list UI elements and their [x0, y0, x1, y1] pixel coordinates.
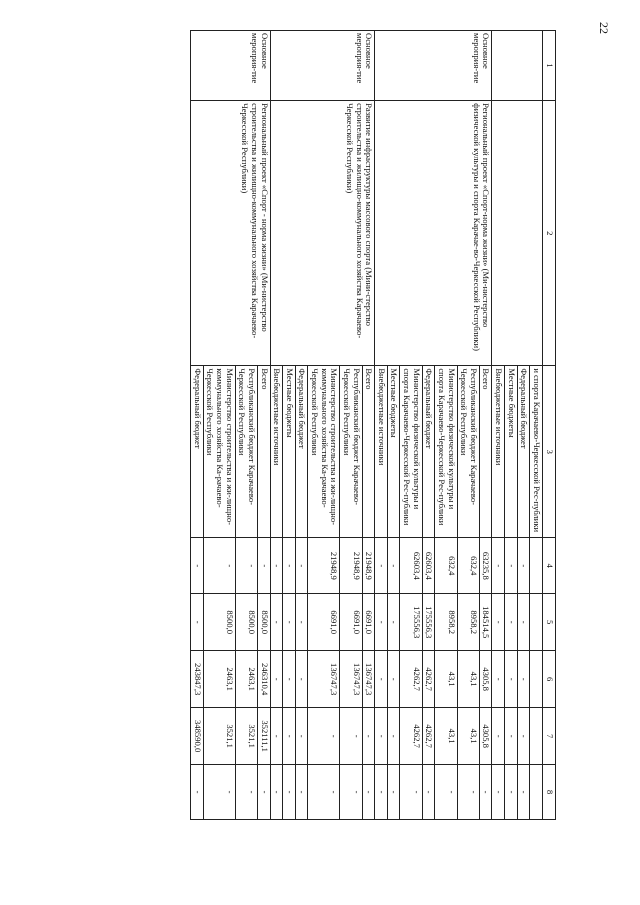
value-cell-v7: 352111,1: [258, 708, 271, 765]
event-type-cell: Основное мероприя-тие: [270, 31, 375, 101]
table-body: [191, 31, 543, 820]
value-cell-v8: -: [235, 765, 257, 820]
col-header-5: 5: [543, 594, 556, 651]
value-cell-v4: 632,4: [435, 538, 457, 594]
value-cell-v7: 4262,7: [422, 708, 435, 765]
value-cell-v6: [530, 651, 543, 708]
funding-source-cell: Министерство строительства и жи-лищно-коммунального хозяйства Ка-рачаево-Черкесской Республики: [203, 366, 235, 538]
value-cell-v7: -: [340, 708, 362, 765]
value-cell-v6: 136747,3: [340, 651, 362, 708]
value-cell-v7: 4262,7: [400, 708, 422, 765]
funding-source-cell: Всего: [362, 366, 375, 538]
value-cell-v6: 4262,7: [400, 651, 422, 708]
value-cell-v5: 6691,0: [308, 594, 340, 651]
funding-source-cell: Местные бюджеты: [505, 366, 518, 538]
value-cell-v4: -: [258, 538, 271, 594]
value-cell-v5: 175556,3: [422, 594, 435, 651]
header-row: [543, 31, 556, 820]
event-type-cell: [492, 31, 543, 101]
value-cell-v8: -: [191, 765, 204, 820]
event-name-cell: Развитие инфраструктуры массового спорта (Мини-стерство строительства и жилищно-коммунального хозяйства Карачаево-Черкесской Республики): [270, 101, 375, 366]
value-cell-v7: -: [517, 708, 530, 765]
col-header-1: 1: [543, 31, 556, 101]
value-cell-v7: -: [362, 708, 375, 765]
funding-source-cell: Местные бюджеты: [283, 366, 296, 538]
value-cell-v5: -: [283, 594, 296, 651]
value-cell-v7: -: [375, 708, 388, 765]
value-cell-v6: 136747,3: [362, 651, 375, 708]
value-cell-v8: -: [295, 765, 308, 820]
event-type-cell: Основное мероприя-тие: [375, 31, 492, 101]
event-type-cell: Основное мероприя-тие: [191, 31, 270, 101]
value-cell-v8: -: [203, 765, 235, 820]
value-cell-v7: -: [387, 708, 400, 765]
funding-source-cell: Республиканский бюджет Карачаево-Черкесской Республики: [235, 366, 257, 538]
value-cell-v4: -: [517, 538, 530, 594]
value-cell-v8: -: [422, 765, 435, 820]
funding-source-cell: Всего: [258, 366, 271, 538]
value-cell-v4: 21948,9: [308, 538, 340, 594]
funding-source-cell: Внебюджетные источники: [270, 366, 283, 538]
col-header-6: 6: [543, 651, 556, 708]
value-cell-v6: 2463,1: [203, 651, 235, 708]
value-cell-v6: 4262,7: [422, 651, 435, 708]
value-cell-v5: 8500,0: [235, 594, 257, 651]
value-cell-v7: -: [270, 708, 283, 765]
value-cell-v6: -: [270, 651, 283, 708]
value-cell-v5: -: [492, 594, 505, 651]
value-cell-v8: -: [375, 765, 388, 820]
value-cell-v4: -: [375, 538, 388, 594]
value-cell-v8: -: [505, 765, 518, 820]
funding-table: [190, 30, 556, 820]
value-cell-v5: -: [295, 594, 308, 651]
value-cell-v7: 3521,1: [235, 708, 257, 765]
event-name-cell: Региональный проект «Спорт - норма жизни» (Ми-нистерство строительства и жилищно-коммунального хозяйства Карачаево-Черкесской Республики): [191, 101, 270, 366]
value-cell-v4: -: [235, 538, 257, 594]
value-cell-v5: -: [505, 594, 518, 651]
value-cell-v4: 63235,8: [479, 538, 492, 594]
value-cell-v4: -: [505, 538, 518, 594]
funding-source-cell: Республиканский бюджет Карачаево-Черкесской Республики: [457, 366, 479, 538]
value-cell-v5: 6691,0: [362, 594, 375, 651]
col-header-7: 7: [543, 708, 556, 765]
value-cell-v4: 62603,4: [400, 538, 422, 594]
value-cell-v8: -: [435, 765, 457, 820]
value-cell-v7: 348590,0: [191, 708, 204, 765]
value-cell-v8: -: [517, 765, 530, 820]
value-cell-v7: 43,1: [457, 708, 479, 765]
funding-source-cell: и спорта Карачаево-Черкесской Рес-публики: [530, 366, 543, 538]
value-cell-v5: 175556,3: [400, 594, 422, 651]
value-cell-v8: -: [258, 765, 271, 820]
funding-source-cell: Федеральный бюджет: [295, 366, 308, 538]
value-cell-v8: -: [457, 765, 479, 820]
funding-source-cell: Внебюджетные источники: [492, 366, 505, 538]
funding-source-cell: Министерство физической культуры и спорта Карачаево-Черкесской Рес-публики: [435, 366, 457, 538]
value-cell-v5: -: [191, 594, 204, 651]
value-cell-v8: -: [400, 765, 422, 820]
value-cell-v8: [530, 765, 543, 820]
value-cell-v7: -: [505, 708, 518, 765]
value-cell-v4: 21948,9: [362, 538, 375, 594]
funding-source-cell: Федеральный бюджет: [422, 366, 435, 538]
value-cell-v8: -: [362, 765, 375, 820]
event-name-cell: Региональный проект «Спорт-норма жизни» (Ми-нистерство физической культуры и спорта Карачае-во-Черкесской Республики): [375, 101, 492, 366]
value-cell-v5: -: [375, 594, 388, 651]
value-cell-v4: 632,4: [457, 538, 479, 594]
value-cell-v6: 43,1: [435, 651, 457, 708]
value-cell-v7: 3521,1: [203, 708, 235, 765]
rotated-sheet: [190, 30, 556, 820]
value-cell-v4: -: [203, 538, 235, 594]
funding-source-cell: Республиканский бюджет Карачаево-Черкесской Республики: [340, 366, 362, 538]
value-cell-v8: -: [340, 765, 362, 820]
event-name-cell: [492, 101, 543, 366]
funding-source-cell: Министерство физической культуры и спорта Карачаево-Черкесской Рес-публики: [400, 366, 422, 538]
value-cell-v4: [530, 538, 543, 594]
page-number: 22: [597, 22, 611, 34]
value-cell-v8: -: [387, 765, 400, 820]
value-cell-v7: 4305,8: [479, 708, 492, 765]
value-cell-v8: -: [492, 765, 505, 820]
value-cell-v4: -: [283, 538, 296, 594]
funding-source-cell: Федеральный бюджет: [517, 366, 530, 538]
value-cell-v8: -: [270, 765, 283, 820]
value-cell-v7: 43,1: [435, 708, 457, 765]
table-row: [258, 31, 271, 820]
value-cell-v6: -: [295, 651, 308, 708]
value-cell-v5: 6691,0: [340, 594, 362, 651]
value-cell-v6: -: [492, 651, 505, 708]
value-cell-v7: -: [308, 708, 340, 765]
value-cell-v5: 8500,0: [203, 594, 235, 651]
table-row: [362, 31, 375, 820]
value-cell-v4: -: [270, 538, 283, 594]
value-cell-v6: 43,1: [457, 651, 479, 708]
value-cell-v5: 8958,2: [457, 594, 479, 651]
value-cell-v4: -: [191, 538, 204, 594]
value-cell-v8: -: [479, 765, 492, 820]
value-cell-v5: 8500,0: [258, 594, 271, 651]
value-cell-v5: 184514,5: [479, 594, 492, 651]
col-header-8: 8: [543, 765, 556, 820]
value-cell-v6: -: [283, 651, 296, 708]
value-cell-v7: -: [295, 708, 308, 765]
funding-source-cell: Министерство строительства и жи-лищно-коммунального хозяйства Ка-рачаево-Черкесской Республики: [308, 366, 340, 538]
col-header-3: 3: [543, 366, 556, 538]
value-cell-v6: -: [387, 651, 400, 708]
value-cell-v4: -: [387, 538, 400, 594]
value-cell-v5: -: [270, 594, 283, 651]
value-cell-v6: 136747,3: [308, 651, 340, 708]
value-cell-v6: -: [505, 651, 518, 708]
funding-source-cell: Всего: [479, 366, 492, 538]
col-header-2: 2: [543, 101, 556, 366]
funding-source-cell: Внебюджетные источники: [375, 366, 388, 538]
value-cell-v6: 246310,4: [258, 651, 271, 708]
value-cell-v4: 21948,9: [340, 538, 362, 594]
funding-source-cell: Местные бюджеты: [387, 366, 400, 538]
value-cell-v4: 62603,4: [422, 538, 435, 594]
value-cell-v6: -: [517, 651, 530, 708]
value-cell-v7: -: [492, 708, 505, 765]
value-cell-v6: 2463,1: [235, 651, 257, 708]
value-cell-v8: -: [283, 765, 296, 820]
value-cell-v7: -: [283, 708, 296, 765]
value-cell-v5: -: [517, 594, 530, 651]
funding-source-cell: Федеральный бюджет: [191, 366, 204, 538]
value-cell-v5: -: [387, 594, 400, 651]
value-cell-v5: 8958,2: [435, 594, 457, 651]
value-cell-v6: -: [375, 651, 388, 708]
value-cell-v6: 4305,8: [479, 651, 492, 708]
table-row: [479, 31, 492, 820]
value-cell-v4: -: [295, 538, 308, 594]
col-header-4: 4: [543, 538, 556, 594]
table-row: [530, 31, 543, 820]
value-cell-v8: -: [308, 765, 340, 820]
value-cell-v7: [530, 708, 543, 765]
value-cell-v4: -: [492, 538, 505, 594]
value-cell-v6: 243847,3: [191, 651, 204, 708]
value-cell-v5: [530, 594, 543, 651]
